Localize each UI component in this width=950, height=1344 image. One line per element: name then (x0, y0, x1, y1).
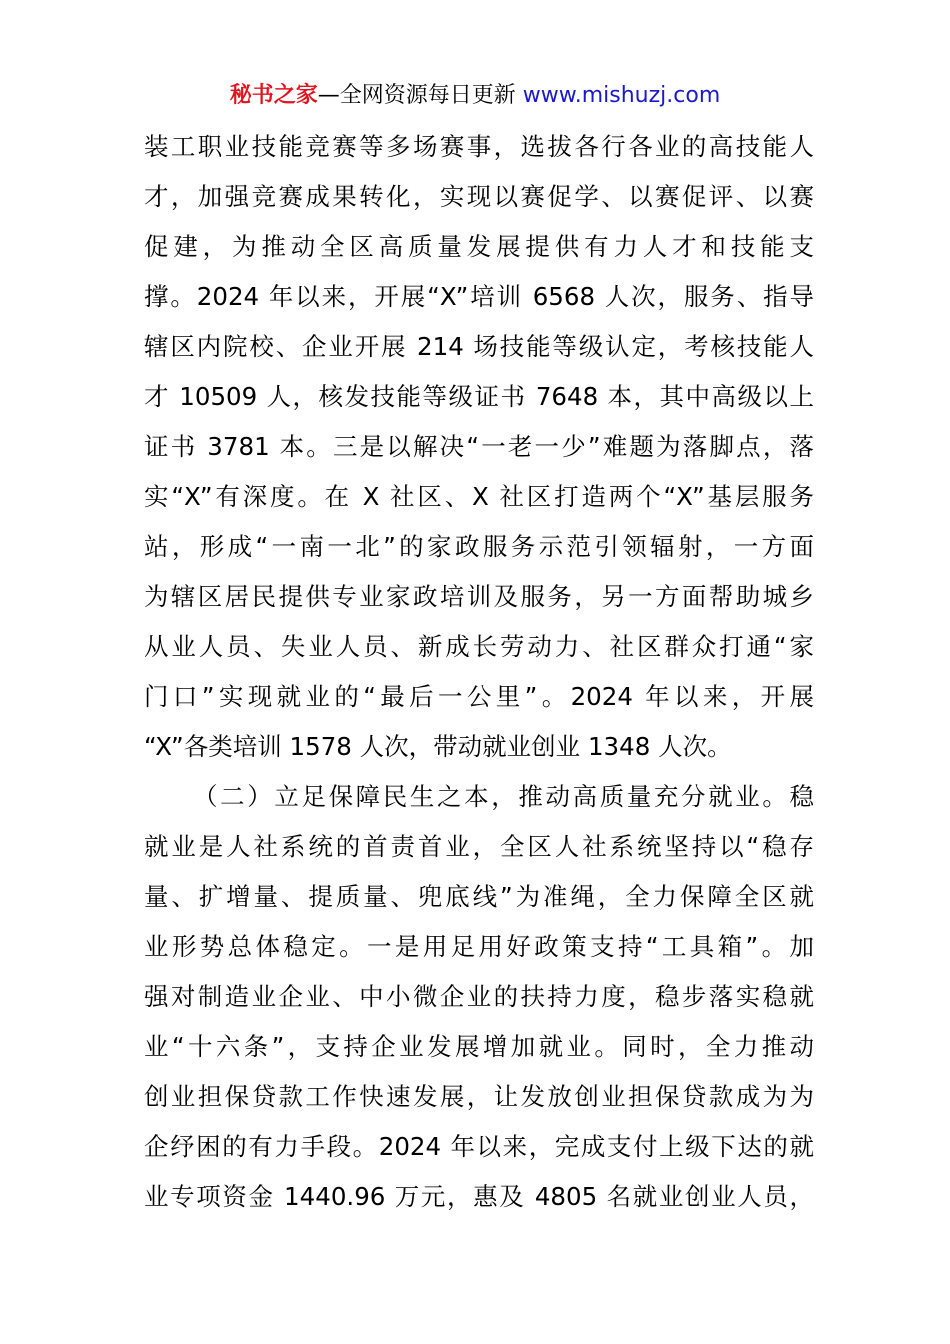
text-line: 实“X”有深度。在 X 社区、X 社区打造两个“X”基层服务 (144, 482, 814, 511)
text-line: 撑。2024 年以来，开展“X”培训 6568 人次，服务、指导 (144, 282, 814, 311)
text-line: 促建，为推动全区高质量发展提供有力人才和技能支 (144, 232, 814, 261)
text-line: 业“十六条”，支持企业发展增加就业。同时，全力推动 (144, 1032, 814, 1061)
text-line: 装工职业技能竞赛等多场赛事，选拔各行各业的高技能人 (144, 132, 814, 161)
section-heading-line: （二）立足保障民生之本，推动高质量充分就业。稳 (193, 782, 814, 811)
text-line: 门口”实现就业的“最后一公里”。2024 年以来，开展 (144, 682, 814, 711)
text-line: 创业担保贷款工作快速发展，让发放创业担保贷款成为为 (144, 1082, 814, 1111)
document-body (144, 122, 814, 1222)
text-line: 辖区内院校、企业开展 214 场技能等级认定，考核技能人 (144, 332, 814, 361)
text-line: 企纾困的有力手段。2024 年以来，完成支付上级下达的就 (144, 1132, 814, 1161)
text-line: 就业是人社系统的首责首业，全区人社系统坚持以“稳存 (144, 832, 814, 861)
text-line: 量、扩增量、提质量、兜底线”为准绳，全力保障全区就 (144, 882, 814, 911)
paragraph-end-line: “X”各类培训 1578 人次，带动就业创业 1348 人次。 (144, 732, 732, 761)
text-line: 为辖区居民提供专业家政培训及服务，另一方面帮助城乡 (144, 582, 814, 611)
text-line: 才，加强竞赛成果转化，实现以赛促学、以赛促评、以赛 (144, 182, 814, 211)
text-line: 从业人员、失业人员、新成长劳动力、社区群众打通“家 (144, 632, 814, 661)
text-line: 站，形成“一南一北”的家政服务示范引领辐射，一方面 (144, 532, 814, 561)
text-line: 业形势总体稳定。一是用足用好政策支持“工具箱”。加 (144, 932, 814, 961)
text-line: 强对制造业企业、中小微企业的扶持力度，稳步落实稳就 (144, 982, 814, 1011)
text-line: 业专项资金 1440.96 万元，惠及 4805 名就业创业人员， (144, 1182, 814, 1211)
site-brand: 秘书之家 (229, 83, 318, 108)
text-line: 才 10509 人，核发技能等级证书 7648 本，其中高级以上 (144, 382, 814, 411)
site-header (0, 80, 950, 112)
site-url-link[interactable]: www.mishuzj.com (522, 83, 721, 108)
text-line: 证书 3781 本。三是以解决“一老一少”难题为落脚点，落 (144, 432, 814, 461)
site-tagline: —全网资源每日更新 (317, 83, 523, 108)
